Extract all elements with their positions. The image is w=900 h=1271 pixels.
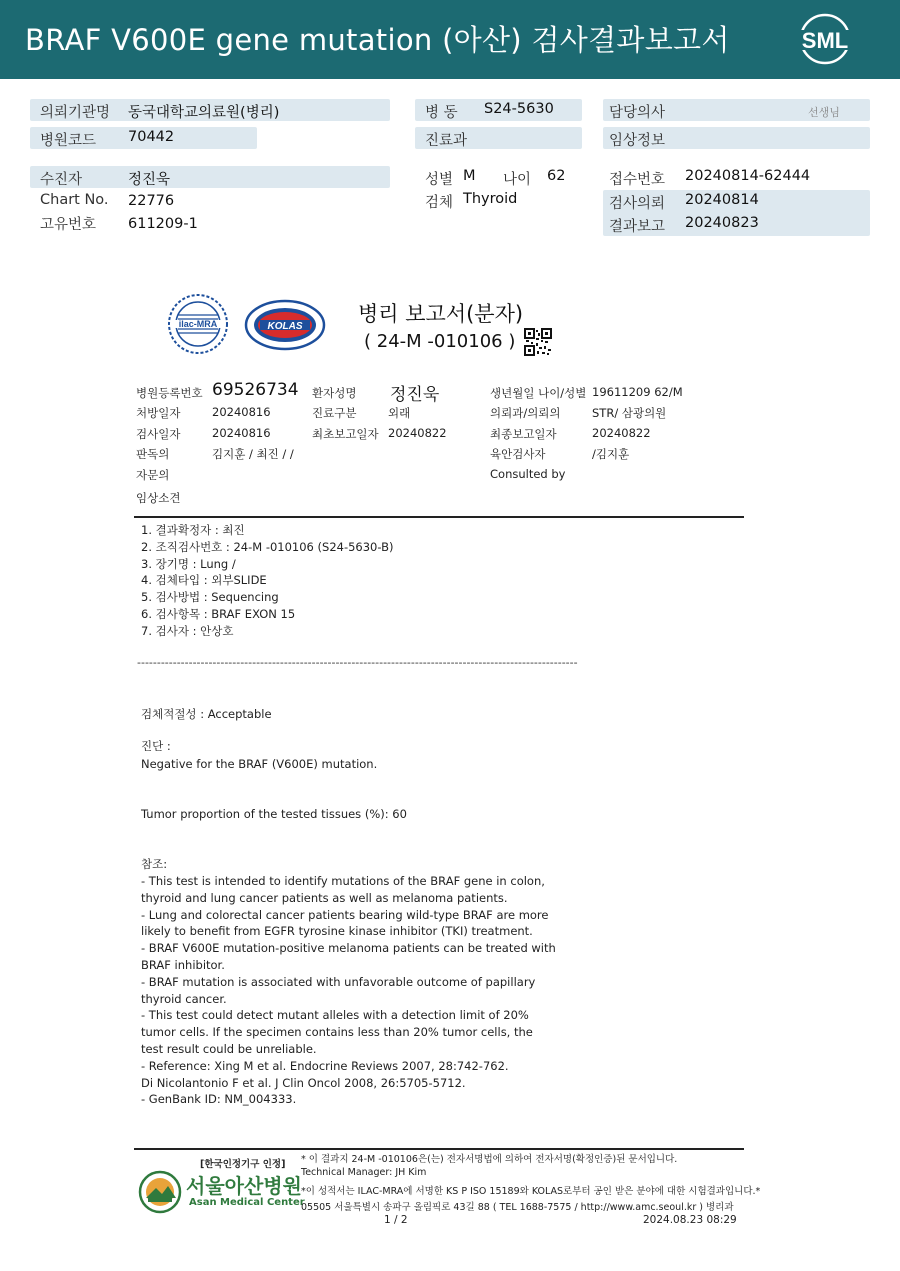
finding-item: 2. 조직검사번호 : 24-M -010106 (S24-5630-B): [141, 539, 394, 554]
diagnosis-value: Negative for the BRAF (V600E) mutation.: [141, 757, 378, 771]
footer-divider: [134, 1148, 744, 1150]
institution-label: 의뢰기관명: [40, 105, 111, 121]
patient-value: 정진욱: [128, 172, 171, 188]
final-report-value: 20240822: [592, 426, 651, 440]
finding-item: 7. 검사자 : 안상호: [141, 623, 234, 638]
report-date-value: 20240823: [685, 215, 759, 231]
finding-item: 6. 검사항목 : BRAF EXON 15: [141, 606, 296, 621]
consult-label: 자문의: [136, 468, 170, 482]
tumor-proportion: Tumor proportion of the tested tissues (%): 60: [141, 807, 407, 821]
reference-line: Di Nicolantonio F et al. J Clin Oncol 2008, 26:5705-5712.: [141, 1075, 466, 1090]
dashed-divider: ---------------------------------------------------------------------------------------------------------------: [137, 656, 578, 669]
rx-date-label: 처방일자: [136, 406, 181, 420]
final-report-label: 최종보고일자: [490, 427, 557, 441]
asan-emblem-logo: [138, 1170, 182, 1214]
hospital-code-label: 병원코드: [40, 133, 97, 149]
reader-label: 판독의: [136, 447, 170, 461]
reference-line: likely to benefit from EGFR tyrosine kinase inhibitor (TKI) treatment.: [141, 924, 533, 939]
tech-label: 육안검사자: [490, 447, 546, 461]
institution-value: 동국대학교의료원(병리): [128, 105, 280, 121]
consulted-by: Consulted by: [490, 467, 566, 481]
finding-item: 1. 결과확정자 : 최진: [141, 523, 245, 537]
reference-line: test result could be unreliable.: [141, 1041, 317, 1056]
footer-esign-note: * 이 결과지 24-M -010106은(는) 전자서명법에 의하여 전자서명(확정인증)된 문서입니다.: [301, 1154, 678, 1165]
reference-line: BRAF inhibitor.: [141, 957, 225, 972]
reference-line: - BRAF mutation is associated with unfavorable outcome of papillary: [141, 974, 536, 989]
reference-line: - This test is intended to identify mutations of the BRAF gene in colon,: [141, 874, 545, 888]
svg-text:SML: SML: [801, 28, 849, 53]
hospital-code-value: 70442: [128, 129, 175, 145]
reference-line: - Reference: Xing M et al. Endocrine Reviews 2007, 28:742-762.: [141, 1058, 509, 1073]
cert-label: [한국인정기구 인정]: [200, 1159, 286, 1170]
sex-label: 성별: [425, 172, 454, 188]
tech-value: /김지훈: [592, 447, 630, 461]
hospital-name: 서울아산병원: [186, 1174, 302, 1198]
receipt-label: 접수번호: [609, 172, 666, 188]
reference-line: thyroid and lung cancer patients as well as melanoma patients.: [141, 890, 508, 905]
patient-label: 수진자: [40, 172, 83, 188]
age-label: 나이: [503, 172, 532, 188]
svg-text:KOLAS: KOLAS: [267, 321, 303, 332]
finding-item: 5. 검사방법 : Sequencing: [141, 590, 279, 605]
ward-label: 병 동: [425, 105, 458, 121]
page-number: 1 / 2: [384, 1214, 408, 1226]
hospital-name-en: Asan Medical Center: [189, 1197, 305, 1208]
exam-date-label: 검사일자: [136, 427, 181, 441]
reference-line: - Lung and colorectal cancer patients bearing wild-type BRAF are more: [141, 907, 549, 922]
finding-item: 4. 검체타입 : 외부SLIDE: [141, 573, 267, 588]
doctor-label: 담당의사: [609, 105, 666, 121]
req-dept-label: 의뢰과/의뢰의: [490, 406, 561, 420]
first-report-label: 최초보고일자: [312, 427, 379, 441]
print-timestamp: 2024.08.23 08:29: [643, 1214, 737, 1226]
qr-code-icon: [524, 328, 552, 356]
reg-no-label: 병원등록번호: [136, 386, 203, 400]
specimen-adequacy: 검체적절성 : Acceptable: [141, 707, 272, 721]
reference-label: 참조:: [141, 857, 168, 871]
findings-list: [141, 522, 393, 640]
name-value: 정진욱: [390, 385, 440, 405]
finding-item: 3. 장기명 : Lung /: [141, 556, 236, 571]
section-divider-top: [134, 516, 744, 518]
chart-value: 22776: [128, 193, 175, 209]
dept-label: 진료과: [425, 133, 468, 149]
report-date-label: 결과보고: [609, 219, 666, 235]
reference-line: thyroid cancer.: [141, 991, 227, 1006]
birth-label: 생년월일 나이/성별: [490, 386, 587, 400]
unique-value: 611209-1: [128, 216, 198, 232]
patient-box: [30, 166, 390, 188]
report-title: 병리 보고서(분자): [358, 302, 524, 326]
reference-line: - GenBank ID: NM_004333.: [141, 1092, 297, 1107]
footer-address: 05505 서울특별시 송파구 올림픽로 43길 88 ( TEL 1688-7575 / http://www.amc.seoul.kr ) 병리과: [301, 1202, 734, 1213]
header-bar: [0, 0, 900, 79]
exam-date-value: 20240816: [212, 426, 271, 440]
ward-value: S24-5630: [484, 101, 554, 117]
care-type-label: 진료구분: [312, 406, 357, 420]
diagnosis-label: 진단 :: [141, 739, 171, 753]
req-dept-value: STR/ 삼광의원: [592, 406, 667, 420]
clinical-info-label: 임상정보: [609, 133, 666, 149]
reader-value: 김지훈 / 최진 / /: [212, 447, 294, 461]
ilac-mra-logo: [166, 293, 230, 355]
specimen-value: Thyroid: [463, 191, 518, 207]
first-report-value: 20240822: [388, 426, 447, 440]
reference-list: [141, 873, 556, 1108]
footer-cert-note: *이 성적서는 ILAC-MRA에 서명한 KS P ISO 15189와 KOLAS로부터 공인 받은 분야에 대한 시험결과입니다.*: [301, 1186, 761, 1197]
reg-no-value: 69526734: [212, 380, 299, 400]
care-type-value: 외래: [388, 406, 411, 420]
reference-line: tumor cells. If the specimen contains less than 20% tumor cells, the: [141, 1025, 533, 1040]
receipt-value: 20240814-62444: [685, 168, 811, 184]
clinical-findings-label: 임상소견: [136, 491, 181, 505]
request-label: 검사의뢰: [609, 196, 666, 212]
specimen-label: 검체: [425, 195, 454, 211]
age-value: 62: [547, 168, 566, 184]
reference-line: - This test could detect mutant alleles with a detection limit of 20%: [141, 1008, 529, 1023]
request-value: 20240814: [685, 192, 759, 208]
kolas-logo: [244, 299, 326, 351]
doctor-suffix: 선생님: [808, 106, 840, 119]
sml-logo: [792, 10, 858, 68]
birth-value: 19611209 62/M: [592, 385, 683, 399]
reference-line: - BRAF V600E mutation-positive melanoma patients can be treated with: [141, 941, 556, 956]
chart-label: Chart No.: [40, 192, 109, 208]
unique-label: 고유번호: [40, 217, 97, 233]
name-label: 환자성명: [312, 386, 357, 400]
report-header-title: BRAF V600E gene mutation (아산) 검사결과보고서: [25, 23, 730, 57]
report-number: ( 24-M -010106 ): [364, 331, 516, 352]
rx-date-value: 20240816: [212, 405, 271, 419]
svg-text:ilac-MRA: ilac-MRA: [178, 319, 218, 329]
footer-tech-manager: Technical Manager: JH Kim: [301, 1167, 427, 1178]
sex-value: M: [463, 168, 476, 184]
